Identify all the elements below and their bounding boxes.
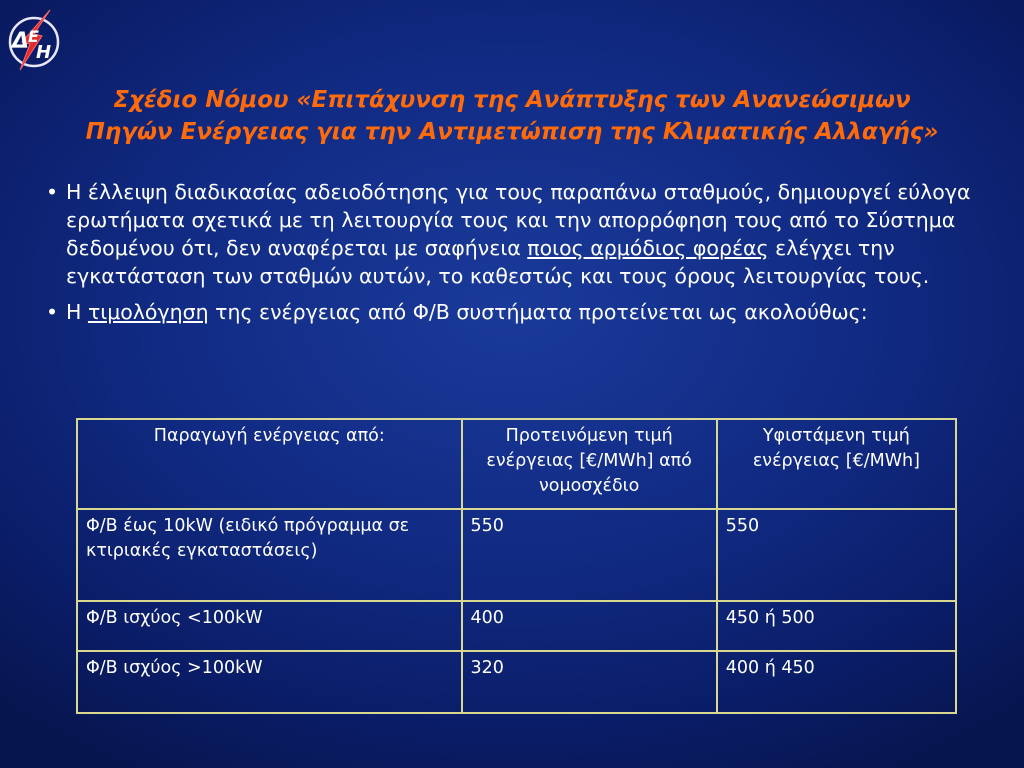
bullet-text: ελέγχει την εγκατάσταση των σταθμών αυτών, το καθεστώς και τους όρους λειτουργίας τους. (66, 236, 930, 288)
cell-existing-price: 400 ή 450 (717, 651, 956, 713)
logo-letter-delta: Δ (12, 29, 30, 54)
cell-proposed-price: 320 (462, 651, 717, 713)
slide-title-line-2: Πηγών Ενέργειας για την Αντιμετώπιση της Κλιματικής Αλλαγής» (85, 119, 939, 145)
underlined-phrase-competent-body: ποιος αρμόδιος φορέας (527, 236, 769, 260)
lightning-bolt-icon (4, 4, 66, 74)
slide-title (0, 84, 1024, 148)
table-row (77, 601, 956, 651)
header-existing-price: Υφιστάμενη τιμή ενέργειας [€/MWh] (717, 419, 956, 509)
cell-source: Φ/Β έως 10kW (ειδικό πρόγραμμα σε κτιριακές εγκαταστάσεις) (77, 509, 462, 601)
table-row (77, 651, 956, 713)
pricing-table (76, 418, 957, 714)
cell-proposed-price: 400 (462, 601, 717, 651)
bullet-text: της ενέργειας από Φ/Β συστήματα προτείνεται ως ακολούθως: (208, 300, 868, 324)
cell-existing-price: 450 ή 500 (717, 601, 956, 651)
slide-title-line-1: Σχέδιο Νόμου «Επιτάχυνση της Ανάπτυξης των Ανανεώσιμων (113, 87, 911, 113)
bullet-dot: • (46, 300, 59, 324)
bullet-list (46, 178, 976, 334)
table-header-row (77, 419, 956, 509)
bullet-item-pricing (46, 298, 976, 326)
cell-source: Φ/Β ισχύος >100kW (77, 651, 462, 713)
cell-proposed-price: 550 (462, 509, 717, 601)
bullet-item-licensing (46, 178, 976, 290)
logo-letter-e: Ε (28, 27, 39, 46)
cell-source: Φ/Β ισχύος <100kW (77, 601, 462, 651)
company-logo (4, 4, 66, 74)
header-source: Παραγωγή ενέργειας από: (77, 419, 462, 509)
bullet-text: Η έλλειψη διαδικασίας αδειοδότησης για τους παραπάνω σταθμούς, δημιουργεί εύλογα ερωτήματα σχετικά με τη λειτουργία τους και την απορρόφηση τους από το Σύστημα δεδομένου ότι, δεν αναφέρεται με σαφήνεια (66, 180, 971, 260)
header-proposed-price: Προτεινόμενη τιμή ενέργειας [€/MWh] από νομοσχέδιο (462, 419, 717, 509)
cell-existing-price: 550 (717, 509, 956, 601)
underlined-phrase-pricing: τιμολόγηση (87, 300, 209, 324)
bullet-text: Η (66, 300, 88, 324)
bullet-dot: • (46, 180, 59, 204)
table-row (77, 509, 956, 601)
logo-letter-h: Η (36, 42, 52, 63)
